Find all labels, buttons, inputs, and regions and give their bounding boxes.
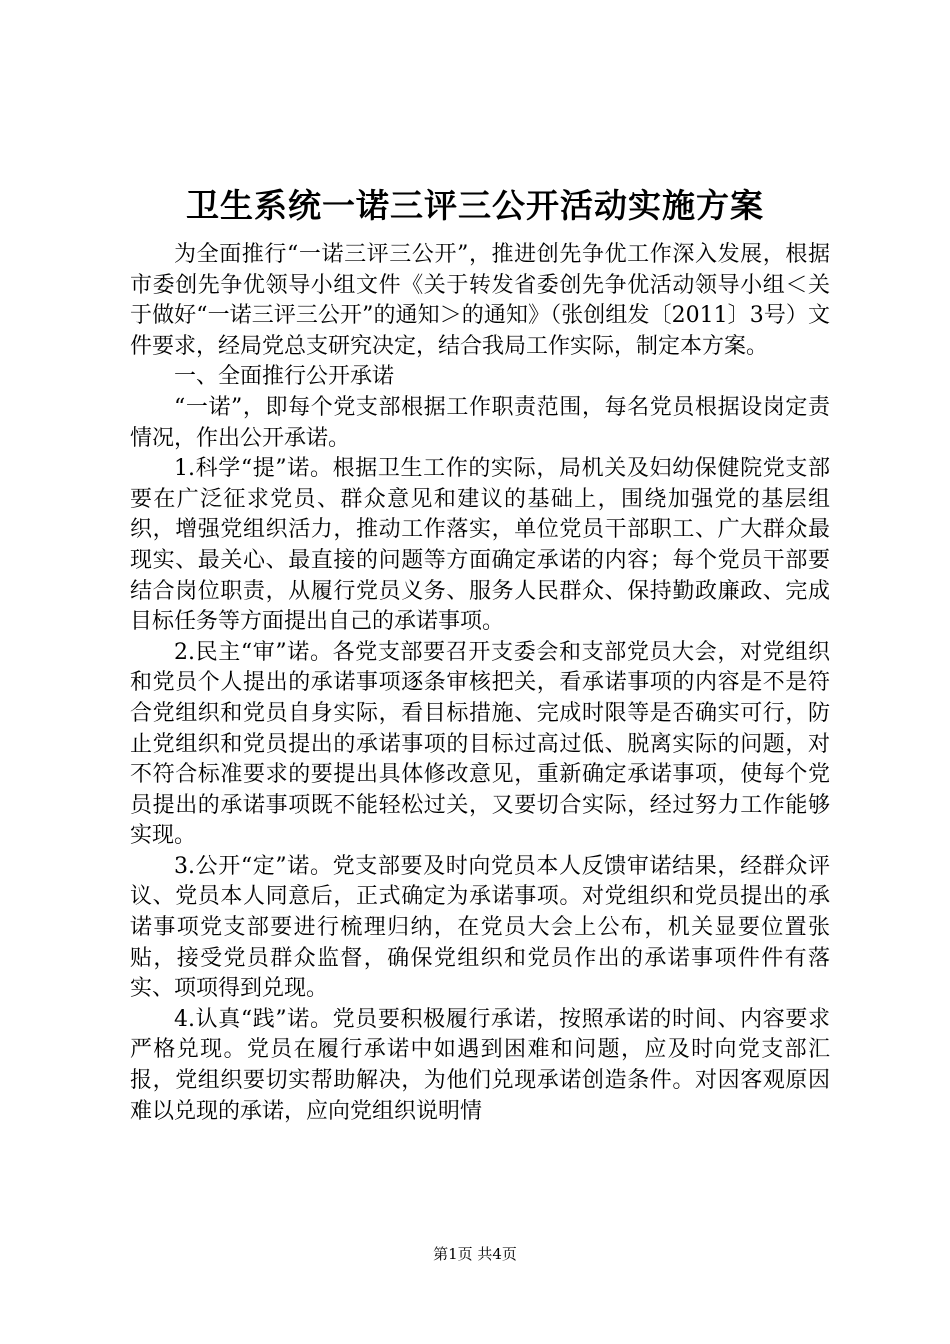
paragraph-item-3: 3.公开“定”诺。党支部要及时向党员本人反馈审诺结果，经群众评议、党员本人同意后，正式确定为承诺事项。对党组织和党员提出的承诺事项党支部要进行梳理归纳，在党员大会上公布，机关显要位置张贴，接受党员群众监督，确保党组织和党员作出的承诺事项件件有落实、项项得到兑现。	[130, 853, 830, 1002]
document-title: 卫生系统一诺三评三公开活动实施方案	[186, 186, 764, 225]
page-number-footer: 第1页 共4页	[433, 1245, 517, 1263]
paragraph-item-4: 4.认真“践”诺。党员要积极履行承诺，按照承诺的时间、内容要求严格兑现。党员在履行承诺中如遇到困难和问题，应及时向党支部汇报，党组织要切实帮助解决，为他们兑现承诺创造条件。对因客观原因难以兑现的承诺，应向党组织说明情	[130, 1006, 830, 1124]
paragraph-item-2: 2.民主“审”诺。各党支部要召开支委会和支部党员大会，对党组织和党员个人提出的承诺事项逐条审核把关，看承诺事项的内容是不是符合党组织和党员自身实际，看目标措施、完成时限等是否确实可行，防止党组织和党员提出的承诺事项的目标过高过低、脱离实际的问题，对不符合标准要求的要提出具体修改意见，重新确定承诺事项，使每个党员提出的承诺事项既不能轻松过关，又要切合实际，经过努力工作能够实现。	[130, 639, 830, 849]
paragraph-intro: 为全面推行“一诺三评三公开”，推进创先争优工作深入发展，根据市委创先争优领导小组文件《关于转发省委创先争优活动领导小组＜关于做好“一诺三评三公开”的通知＞的通知》（张创组发〔2011〕3号）文件要求，经局党总支研究决定，结合我局工作实际，制定本方案。	[130, 242, 830, 359]
paragraph-item-1: 1.科学“提”诺。根据卫生工作的实际，局机关及妇幼保健院党支部要在广泛征求党员、群众意见和建议的基础上，围绕加强党的基层组织，增强党组织活力，推动工作落实，单位党员干部职工、广大群众最现实、最关心、最直接的问题等方面确定承诺的内容；每个党员干部要结合岗位职责，从履行党员义务、服务人民群众、保持勤政廉政、完成目标任务等方面提出自己的承诺事项。	[130, 456, 830, 635]
section-heading-1: 一、全面推行公开承诺	[174, 364, 395, 390]
paragraph-yinuo-definition: “一诺”，即每个党支部根据工作职责范围，每名党员根据设岗定责情况，作出公开承诺。	[130, 394, 830, 451]
document-body	[130, 240, 830, 1127]
